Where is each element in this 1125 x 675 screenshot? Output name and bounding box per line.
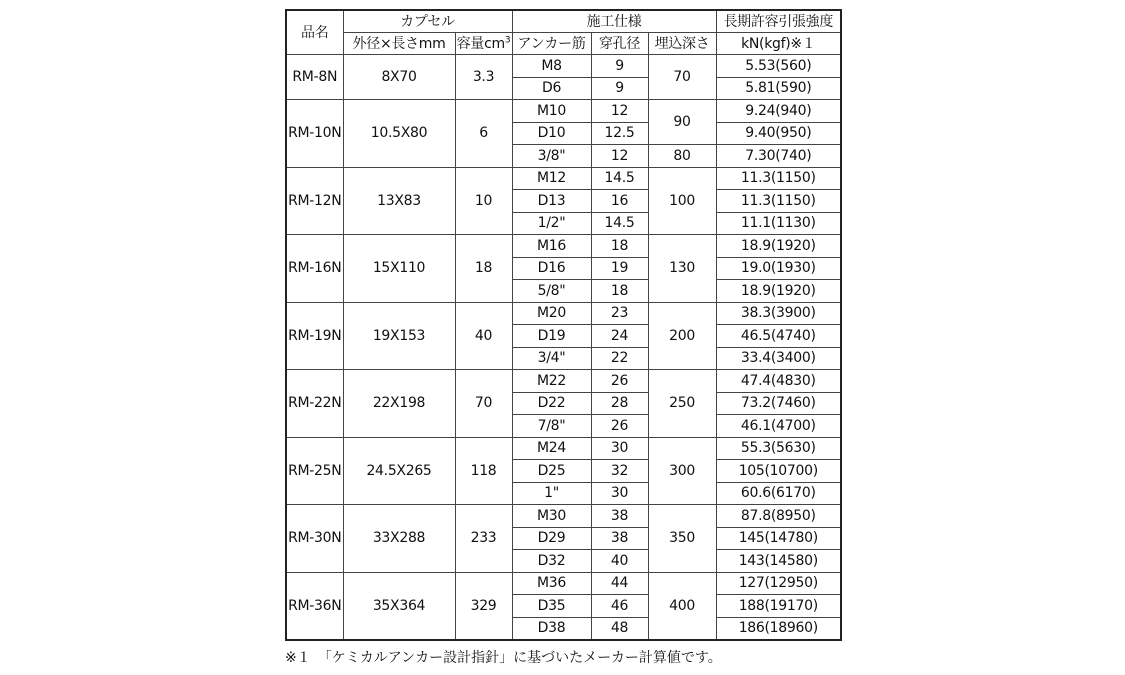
capsule-size-cell: 15X110 [343, 235, 455, 303]
anchor-bar-cell: 1/2" [512, 212, 591, 235]
anchor-bar-cell: 1" [512, 482, 591, 505]
product-name-cell: RM-12N [286, 167, 343, 235]
embed-depth-cell: 400 [648, 572, 716, 640]
table-row [286, 235, 841, 258]
strength-cell: 60.6(6170) [716, 482, 841, 505]
anchor-bar-cell: 5/8" [512, 280, 591, 303]
capsule-volume-cell: 40 [455, 302, 512, 370]
anchor-bar-cell: D10 [512, 122, 591, 145]
anchor-bar-cell: M8 [512, 55, 591, 78]
capsule-volume-cell: 233 [455, 505, 512, 573]
capsule-volume-cell: 3.3 [455, 55, 512, 100]
header-capsule-size: 外径×長さmm [343, 33, 455, 55]
anchor-bar-cell: M30 [512, 505, 591, 528]
embed-depth-cell: 70 [648, 55, 716, 100]
product-name-cell: RM-8N [286, 55, 343, 100]
capsule-volume-cell: 118 [455, 437, 512, 505]
product-name-cell: RM-25N [286, 437, 343, 505]
anchor-bar-cell: M16 [512, 235, 591, 258]
spec-body [286, 55, 841, 641]
table-row [286, 572, 841, 595]
hole-diameter-cell: 12.5 [591, 122, 648, 145]
embed-depth-cell: 80 [648, 145, 716, 168]
strength-cell: 145(14780) [716, 527, 841, 550]
embed-depth-cell: 250 [648, 370, 716, 438]
anchor-bar-cell: D16 [512, 257, 591, 280]
header-anchor-bar: アンカー筋 [512, 33, 591, 55]
capsule-size-cell: 24.5X265 [343, 437, 455, 505]
header-name: 品名 [286, 10, 343, 55]
capsule-volume-cell: 18 [455, 235, 512, 303]
table-row [286, 370, 841, 393]
hole-diameter-cell: 48 [591, 617, 648, 640]
anchor-bar-cell: 3/4" [512, 347, 591, 370]
hole-diameter-cell: 14.5 [591, 212, 648, 235]
anchor-bar-cell: 3/8" [512, 145, 591, 168]
hole-diameter-cell: 26 [591, 415, 648, 438]
strength-cell: 87.8(8950) [716, 505, 841, 528]
anchor-bar-cell: M12 [512, 167, 591, 190]
hole-diameter-cell: 23 [591, 302, 648, 325]
anchor-bar-cell: M36 [512, 572, 591, 595]
anchor-bar-cell: D13 [512, 190, 591, 213]
header-strength-line1: 長期許容引張強度 [716, 10, 841, 33]
strength-cell: 5.81(590) [716, 77, 841, 100]
strength-cell: 46.1(4700) [716, 415, 841, 438]
hole-diameter-cell: 28 [591, 392, 648, 415]
strength-cell: 46.5(4740) [716, 325, 841, 348]
anchor-bar-cell: D32 [512, 550, 591, 573]
anchor-bar-cell: M24 [512, 437, 591, 460]
anchor-bar-cell: M10 [512, 100, 591, 123]
strength-cell: 18.9(1920) [716, 280, 841, 303]
hole-diameter-cell: 44 [591, 572, 648, 595]
strength-cell: 11.1(1130) [716, 212, 841, 235]
anchor-bar-cell: M20 [512, 302, 591, 325]
strength-cell: 7.30(740) [716, 145, 841, 168]
embed-depth-cell: 90 [648, 100, 716, 145]
capsule-volume-cell: 70 [455, 370, 512, 438]
footnote: ※１ 「ケミカルアンカー設計指針」に基づいたメーカー計算値です。 [285, 650, 722, 666]
hole-diameter-cell: 30 [591, 437, 648, 460]
strength-cell: 11.3(1150) [716, 190, 841, 213]
table-row [286, 302, 841, 325]
product-name-cell: RM-10N [286, 100, 343, 168]
capsule-size-cell: 8X70 [343, 55, 455, 100]
product-name-cell: RM-36N [286, 572, 343, 640]
header-capsule-volume-text: 容量cm [456, 35, 505, 52]
embed-depth-cell: 350 [648, 505, 716, 573]
capsule-size-cell: 22X198 [343, 370, 455, 438]
embed-depth-cell: 100 [648, 167, 716, 235]
hole-diameter-cell: 38 [591, 527, 648, 550]
capsule-volume-cell: 329 [455, 572, 512, 640]
strength-cell: 55.3(5630) [716, 437, 841, 460]
table-row [286, 167, 841, 190]
anchor-bar-cell: D19 [512, 325, 591, 348]
hole-diameter-cell: 18 [591, 235, 648, 258]
product-name-cell: RM-22N [286, 370, 343, 438]
embed-depth-cell: 130 [648, 235, 716, 303]
product-name-cell: RM-16N [286, 235, 343, 303]
anchor-bar-cell: D38 [512, 617, 591, 640]
anchor-bar-cell: D29 [512, 527, 591, 550]
table-row [286, 55, 841, 78]
capsule-size-cell: 10.5X80 [343, 100, 455, 168]
anchor-bar-cell: 7/8" [512, 415, 591, 438]
capsule-volume-cell: 6 [455, 100, 512, 168]
header-construction: 施工仕様 [512, 10, 716, 33]
table-row [286, 505, 841, 528]
header-capsule-volume-sup: 3 [504, 34, 511, 45]
capsule-volume-cell: 10 [455, 167, 512, 235]
strength-cell: 9.40(950) [716, 122, 841, 145]
table-row [286, 100, 841, 123]
strength-cell: 47.4(4830) [716, 370, 841, 393]
strength-cell: 73.2(7460) [716, 392, 841, 415]
hole-diameter-cell: 24 [591, 325, 648, 348]
strength-cell: 38.3(3900) [716, 302, 841, 325]
strength-cell: 105(10700) [716, 460, 841, 483]
strength-cell: 127(12950) [716, 572, 841, 595]
strength-cell: 18.9(1920) [716, 235, 841, 258]
hole-diameter-cell: 12 [591, 100, 648, 123]
anchor-bar-cell: M22 [512, 370, 591, 393]
anchor-bar-cell: D35 [512, 595, 591, 618]
anchor-bar-cell: D6 [512, 77, 591, 100]
strength-cell: 9.24(940) [716, 100, 841, 123]
header-embed-depth: 埋込深さ [648, 33, 716, 55]
hole-diameter-cell: 14.5 [591, 167, 648, 190]
hole-diameter-cell: 19 [591, 257, 648, 280]
strength-cell: 11.3(1150) [716, 167, 841, 190]
hole-diameter-cell: 26 [591, 370, 648, 393]
header-hole-diameter: 穿孔径 [591, 33, 648, 55]
capsule-size-cell: 13X83 [343, 167, 455, 235]
strength-cell: 188(19170) [716, 595, 841, 618]
hole-diameter-cell: 9 [591, 55, 648, 78]
strength-cell: 143(14580) [716, 550, 841, 573]
header-strength-line2: kN(kgf)※１ [716, 33, 841, 55]
anchor-bar-cell: D25 [512, 460, 591, 483]
hole-diameter-cell: 30 [591, 482, 648, 505]
header-capsule-volume [455, 33, 512, 55]
product-name-cell: RM-19N [286, 302, 343, 370]
strength-cell: 5.53(560) [716, 55, 841, 78]
capsule-size-cell: 35X364 [343, 572, 455, 640]
capsule-size-cell: 19X153 [343, 302, 455, 370]
strength-cell: 19.0(1930) [716, 257, 841, 280]
hole-diameter-cell: 18 [591, 280, 648, 303]
embed-depth-cell: 300 [648, 437, 716, 505]
hole-diameter-cell: 9 [591, 77, 648, 100]
hole-diameter-cell: 16 [591, 190, 648, 213]
capsule-size-cell: 33X288 [343, 505, 455, 573]
strength-cell: 186(18960) [716, 617, 841, 640]
table-row [286, 437, 841, 460]
product-name-cell: RM-30N [286, 505, 343, 573]
hole-diameter-cell: 40 [591, 550, 648, 573]
header-capsule: カプセル [343, 10, 512, 33]
hole-diameter-cell: 46 [591, 595, 648, 618]
hole-diameter-cell: 32 [591, 460, 648, 483]
anchor-bar-cell: D22 [512, 392, 591, 415]
hole-diameter-cell: 12 [591, 145, 648, 168]
anchor-spec-table [285, 9, 842, 641]
hole-diameter-cell: 38 [591, 505, 648, 528]
strength-cell: 33.4(3400) [716, 347, 841, 370]
embed-depth-cell: 200 [648, 302, 716, 370]
hole-diameter-cell: 22 [591, 347, 648, 370]
